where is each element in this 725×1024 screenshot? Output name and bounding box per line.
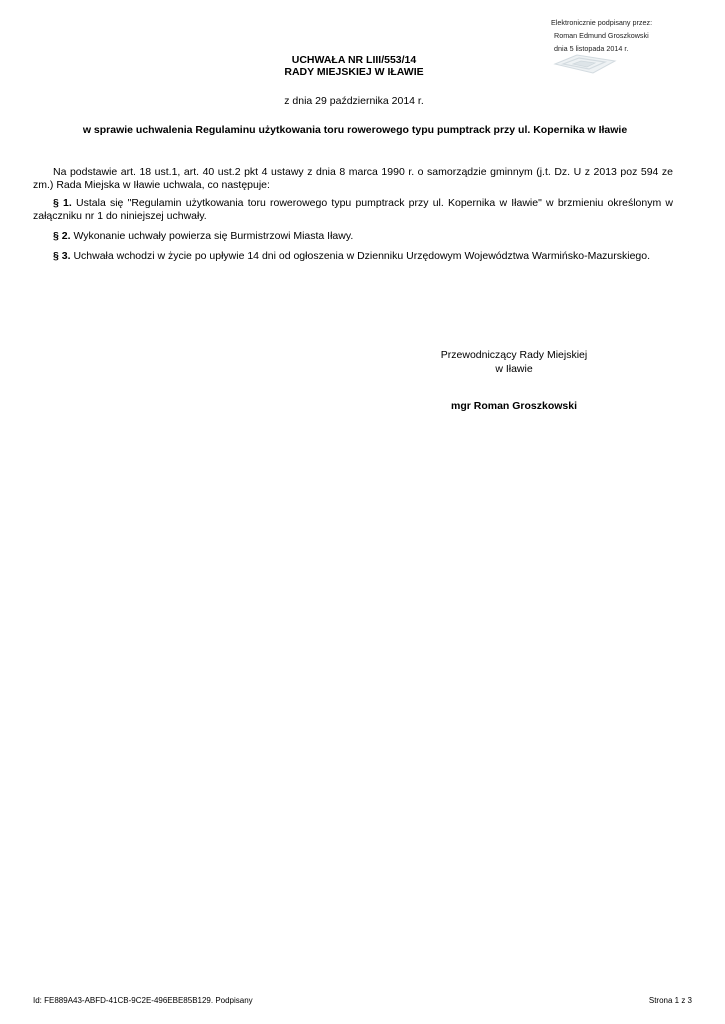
signature-logo-icon [553, 53, 619, 75]
section-paragraph [33, 197, 673, 223]
section-paragraph [33, 230, 673, 243]
section-text: Uchwała wchodzi w życie po upływie 14 dni od ogłoszenia w Dzienniku Urzędowym Województwa Warmińsko-Mazurskiego. [73, 250, 651, 262]
section-number: § 2. [53, 230, 71, 242]
electronic-signature-stamp [551, 16, 711, 55]
chairman-name: mgr Roman Groszkowski [450, 400, 578, 412]
resolution-date: z dnia 29 października 2014 r. [284, 95, 424, 107]
council-name: RADY MIEJSKIEJ W IŁAWIE [284, 66, 424, 78]
signature-date: dnia 5 listopada 2014 r. [554, 44, 629, 53]
section-paragraph [33, 250, 673, 263]
chairman-title [414, 349, 614, 376]
legal-basis-paragraph [33, 166, 673, 192]
section-number: § 1. [53, 197, 72, 209]
chairman-title-line2: w Iławie [495, 362, 533, 375]
chairman-title-line1: Przewodniczący Rady Miejskiej [440, 349, 588, 361]
resolution-number: UCHWAŁA NR LIII/553/14 [291, 54, 417, 66]
legal-basis-text: Na podstawie art. 18 ust.1, art. 40 ust.2 pkt 4 ustawy z dnia 8 marca 1990 r. o samorządzie gminnym (j.t. Dz. U z 2013 poz 594 ze zm.) Rada Miejska w Iławie uchwala, co następuje: [33, 166, 673, 191]
signature-signer: Roman Edmund Groszkowski [554, 31, 649, 40]
section-text: Ustala się "Regulamin użytkowania toru rowerowego typu pumptrack przy ul. Kopernika w Iławie" w brzmieniu określonym w załączniku nr 1 do niniejszej uchwały. [33, 197, 674, 222]
resolution-title [200, 54, 508, 78]
document-id: Id: FE889A43-ABFD-41CB-9C2E-496EBE85B129. Podpisany [33, 996, 253, 1005]
resolution-subject: w sprawie uchwalenia Regulaminu użytkowania toru rowerowego typu pumptrack przy ul. Kopernika w Iławie [82, 124, 628, 136]
signature-caption: Elektronicznie podpisany przez: [551, 18, 653, 27]
page-number: Strona 1 z 3 [648, 996, 692, 1005]
section-number: § 3. [53, 250, 71, 262]
section-text: Wykonanie uchwały powierza się Burmistrzowi Miasta Iławy. [73, 230, 354, 242]
